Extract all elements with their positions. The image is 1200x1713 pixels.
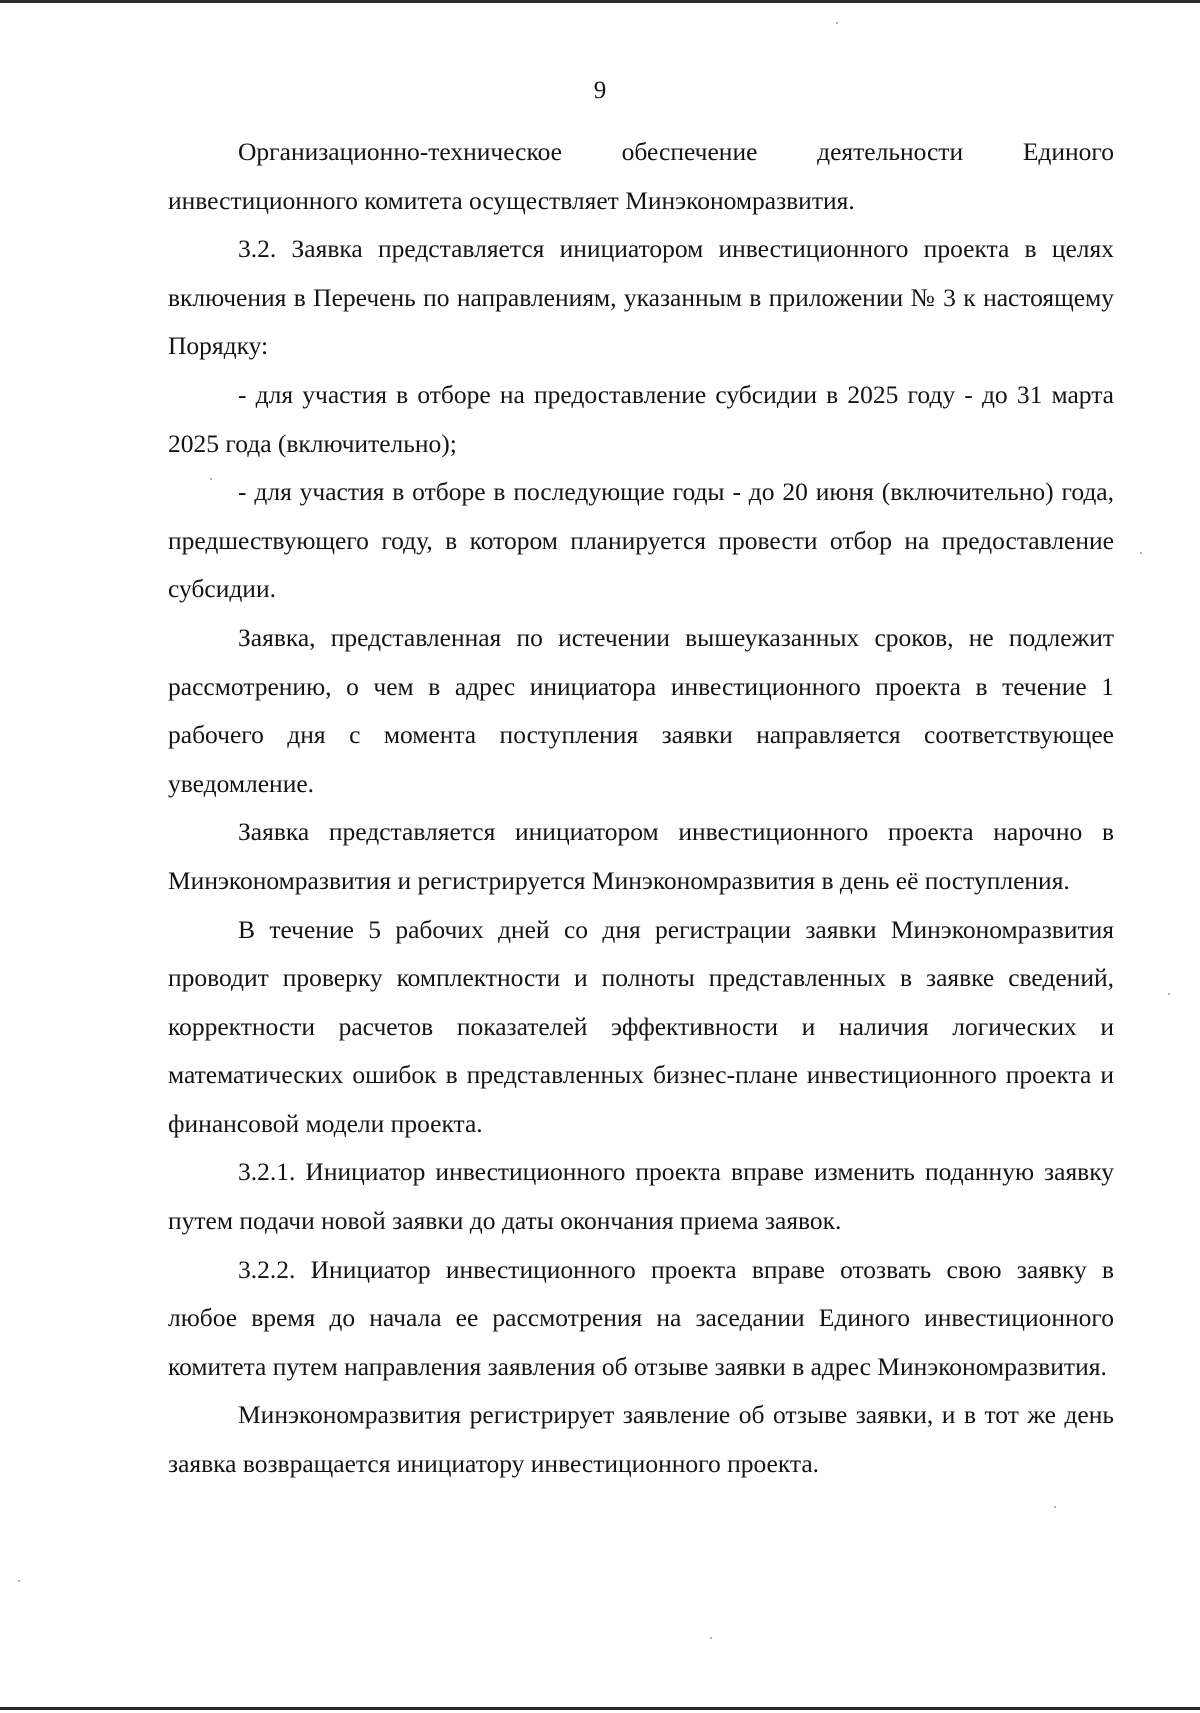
paragraph-org-support: Организационно-техническое обеспечение деятельности Единого инвестиционного комитета осуществляет Минэкономразвития. [168,137,1114,215]
paragraph-submission-registration: Заявка представляется инициатором инвестиционного проекта нарочно в Минэкономразвития и регистрируется Минэкономразвития в день её поступления. [168,817,1114,895]
paragraph-late-application: Заявка, представленная по истечении вышеуказанных сроков, не подлежит рассмотрению, о чем в адрес инициатора инвестиционного проекта в течение 1 рабочего дня с момента поступления заявки направляется соответствующее уведомление. [168,622,1114,798]
document-body [168,128,1114,1489]
paragraph-verification: В течение 5 рабочих дней со дня регистрации заявки Минэкономразвития проводит проверку комплектности и полноты представленных в заявке сведений, корректности расчетов показателей эффективности и наличия логических и математических ошибок в представленных бизнес-плане инвестиционного проекта и финансовой модели проекта. [168,914,1114,1138]
scan-speck [1140,552,1142,554]
scan-speck [836,22,838,24]
paragraph-deadline-2025: - для участия в отборе на предоставление субсидии в 2025 году - до 31 марта 2025 года (включительно); [168,379,1114,458]
paragraph-3-2: 3.2. Заявка представляется инициатором инвестиционного проекта в целях включения в Перечень по направлениям, указанным в приложении № 3 к настоящему Порядку: [168,234,1114,361]
scan-edge-top [0,0,1200,3]
scan-speck [1168,993,1170,995]
paragraph-deadline-following-years: - для участия в отборе в последующие годы - до 20 июня (включительно) года, предшествующего году, в котором планируется провести отбор на предоставление субсидии. [168,477,1114,604]
scan-edge-bottom [0,1707,1200,1710]
scan-speck [1054,1506,1056,1508]
scan-speck [210,478,212,480]
scan-speck [710,1637,712,1639]
scan-speck [18,1580,20,1582]
page-number: 9 [593,77,607,104]
paragraph-3-2-2: 3.2.2. Инициатор инвестиционного проекта вправе отозвать свою заявку в любое время до начала ее рассмотрения на заседании Единого инвестиционного комитета путем направления заявления об отзыве заявки в адрес Минэкономразвития. [168,1254,1114,1381]
paragraph-3-2-1: 3.2.1. Инициатор инвестиционного проекта вправе изменить поданную заявку путем подачи новой заявки до даты окончания приема заявок. [168,1157,1114,1236]
paragraph-withdrawal-registration: Минэкономразвития регистрирует заявление об отзыве заявки, и в тот же день заявка возвращается инициатору инвестиционного проекта. [168,1400,1114,1479]
